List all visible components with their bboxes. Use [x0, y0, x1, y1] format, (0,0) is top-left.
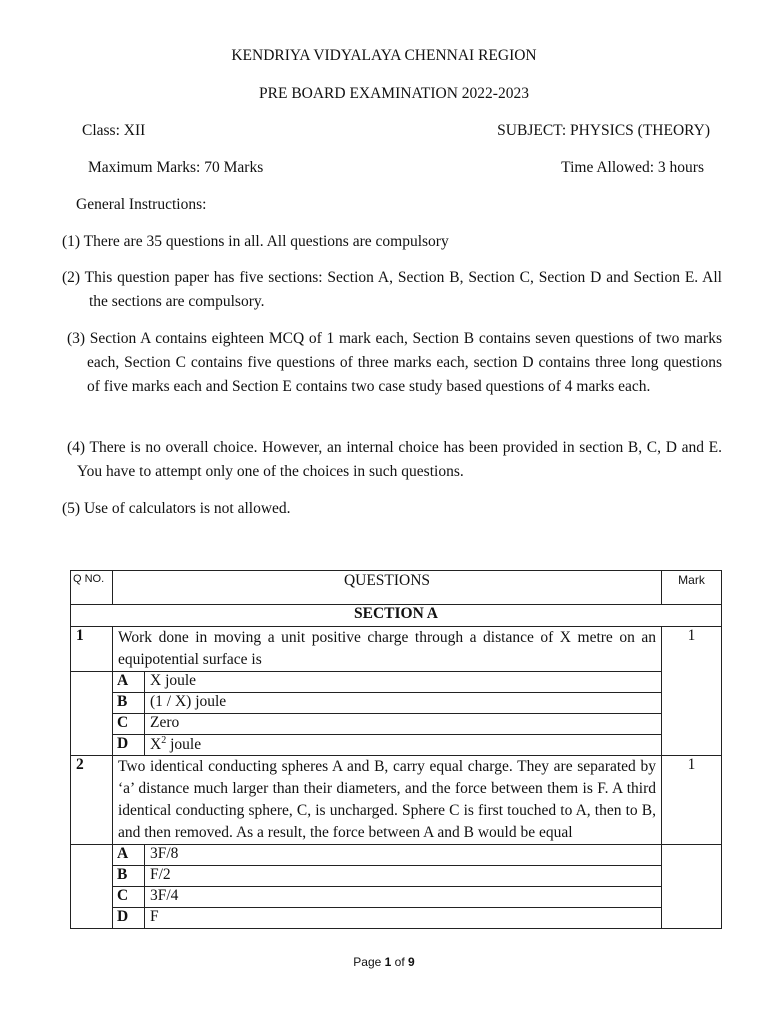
exam-title: PRE BOARD EXAMINATION 2022-2023	[259, 85, 529, 102]
instructions-title: General Instructions:	[76, 196, 207, 213]
section-a-heading: SECTION A	[71, 605, 722, 627]
blank-mark-cell	[662, 845, 722, 929]
col-qno-header: Q NO.	[71, 571, 113, 605]
instruction-4	[67, 436, 722, 484]
table-row	[71, 756, 722, 845]
instruction-3	[67, 327, 722, 399]
option-row	[71, 845, 722, 866]
option-row	[71, 693, 722, 714]
questions-table	[70, 570, 722, 929]
option-text: Zero	[145, 714, 662, 735]
page-of: of	[391, 955, 409, 969]
option-key: B	[113, 866, 145, 887]
option-key: A	[113, 845, 145, 866]
page-total: 9	[408, 955, 415, 969]
instruction-3-text: (3) Section A contains eighteen MCQ of 1 mark each, Section B contains seven questions of two marks each, Section C contains five questions of three marks each, section D contains three long questions of five marks each and Section E contains two case study based questions of 4 marks each.	[67, 330, 722, 395]
col-questions-header: QUESTIONS	[113, 571, 662, 605]
blank-cell	[71, 672, 113, 756]
option-row	[71, 908, 722, 929]
time-allowed: Time Allowed: 3 hours	[561, 159, 704, 176]
option-text: 3F/4	[145, 887, 662, 908]
section-row	[71, 605, 722, 627]
col-mark-header: Mark	[662, 571, 722, 605]
option-base: X	[150, 736, 162, 754]
instruction-4-text: (4) There is no overall choice. However, an internal choice has been provided in section B, C, D and E. You have to attempt only one of the choices in such questions.	[67, 439, 722, 480]
option-text: X joule	[145, 672, 662, 693]
option-key: A	[113, 672, 145, 693]
page-footer	[0, 955, 768, 969]
option-key: B	[113, 693, 145, 714]
option-row	[71, 887, 722, 908]
option-key: C	[113, 887, 145, 908]
page-prefix: Page	[353, 955, 385, 969]
question-number: 2	[71, 756, 113, 845]
class-label: Class: XII	[82, 122, 146, 139]
option-row	[71, 866, 722, 887]
instruction-1: (1) There are 35 questions in all. All questions are compulsory	[62, 233, 449, 250]
option-text: (1 / X) joule	[145, 693, 662, 714]
question-mark: 1	[662, 756, 722, 845]
option-row	[71, 714, 722, 735]
question-text: Work done in moving a unit positive charge through a distance of X metre on an equipotential surface is	[113, 627, 662, 672]
option-suffix: joule	[166, 736, 202, 754]
instruction-5: (5) Use of calculators is not allowed.	[62, 500, 291, 517]
school-name: KENDRIYA VIDYALAYA CHENNAI REGION	[231, 47, 537, 64]
table-header-row	[71, 571, 722, 605]
instruction-2	[62, 266, 722, 314]
option-row	[71, 735, 722, 756]
question-number: 1	[71, 627, 113, 672]
option-row	[71, 672, 722, 693]
option-text	[145, 735, 662, 756]
blank-cell	[71, 845, 113, 929]
subject-label: SUBJECT: PHYSICS (THEORY)	[497, 122, 710, 139]
option-key: D	[113, 735, 145, 756]
max-marks: Maximum Marks: 70 Marks	[88, 159, 264, 176]
option-superscript: 2	[161, 735, 167, 746]
option-text: 3F/8	[145, 845, 662, 866]
option-key: D	[113, 908, 145, 929]
question-text: Two identical conducting spheres A and B, carry equal charge. They are separated by ‘a’ distance much larger than their diameters, and the force between them is F. A third identical conducting sphere, C, is uncharged. Sphere C is first touched to A, then to B, and then removed. As a result, the force between A and B would be equal	[113, 756, 662, 845]
instruction-2-text: (2) This question paper has five sections: Section A, Section B, Section C, Section D and Section E. All the sections are compulsory.	[62, 269, 722, 310]
option-text: F	[145, 908, 662, 929]
option-key: C	[113, 714, 145, 735]
question-mark: 1	[662, 627, 722, 756]
option-text: F/2	[145, 866, 662, 887]
page-number: 1	[384, 955, 392, 969]
table-row	[71, 627, 722, 672]
